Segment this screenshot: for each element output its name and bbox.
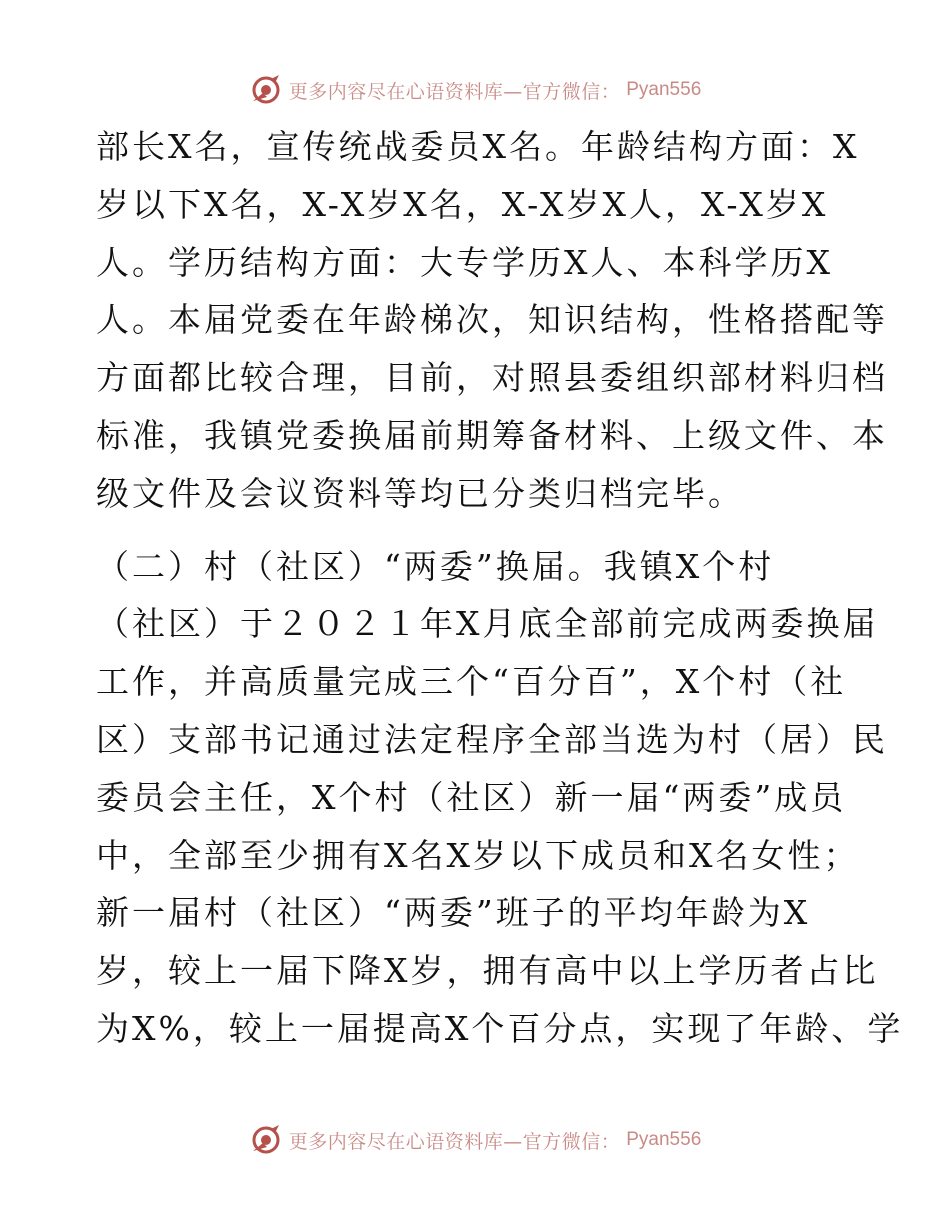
brand-logo-icon — [249, 73, 283, 107]
watermark-text: 更多内容尽在心语资料库—官方微信： — [288, 80, 621, 103]
watermark-text: 更多内容尽在心语资料库—官方微信： — [288, 1130, 621, 1153]
text-line: 方面都比较合理，目前，对照县委组织部材料归档 — [96, 358, 888, 398]
text-line: （二）村（社区）“两委”换届。我镇X个村 — [96, 546, 775, 586]
text-line: 委员会主任，X个村（社区）新一届“两委”成员 — [96, 777, 847, 817]
text-line: 级文件及会议资料等均已分类归档完毕。 — [96, 473, 744, 513]
text-line: 人。本届党委在年龄梯次，知识结构，性格搭配等 — [96, 300, 888, 340]
text-line: 工作，并高质量完成三个“百分百”，X个村（社 — [96, 662, 847, 702]
watermark-handle: Pyan556 — [626, 1129, 702, 1150]
text-line: 为X%，较上一届提高X个百分点，实现了年龄、学 — [96, 1008, 904, 1048]
document-body — [96, 118, 904, 1058]
text-line: 中，全部至少拥有X名X岁以下成员和X名女性； — [96, 835, 860, 875]
text-line: 部长X名，宣传统战委员X名。年龄结构方面：X — [96, 127, 860, 166]
text-line: 岁以下X名，X-X岁X名，X-X岁X人，X-X岁X — [96, 184, 829, 224]
brand-logo-icon — [249, 1123, 283, 1157]
watermark-handle: Pyan556 — [626, 79, 702, 100]
text-line: 新一届村（社区）“两委”班子的平均年龄为X — [96, 893, 811, 933]
footer-watermark — [0, 1120, 950, 1160]
header-watermark — [0, 70, 950, 110]
text-line: （社区）于２０２１年X月底全部前完成两委换届 — [96, 604, 879, 644]
text-line: 人。学历结构方面：大专学历X人、本科学历X — [96, 242, 833, 282]
paragraph — [96, 118, 888, 523]
text-line: 区）支部书记通过法定程序全部当选为村（居）民 — [96, 719, 888, 759]
text-line: 标准，我镇党委换届前期筹备材料、上级文件、本 — [96, 415, 888, 455]
paragraph — [96, 538, 904, 1058]
text-line: 岁，较上一届下降X岁，拥有高中以上学历者占比 — [96, 951, 879, 991]
